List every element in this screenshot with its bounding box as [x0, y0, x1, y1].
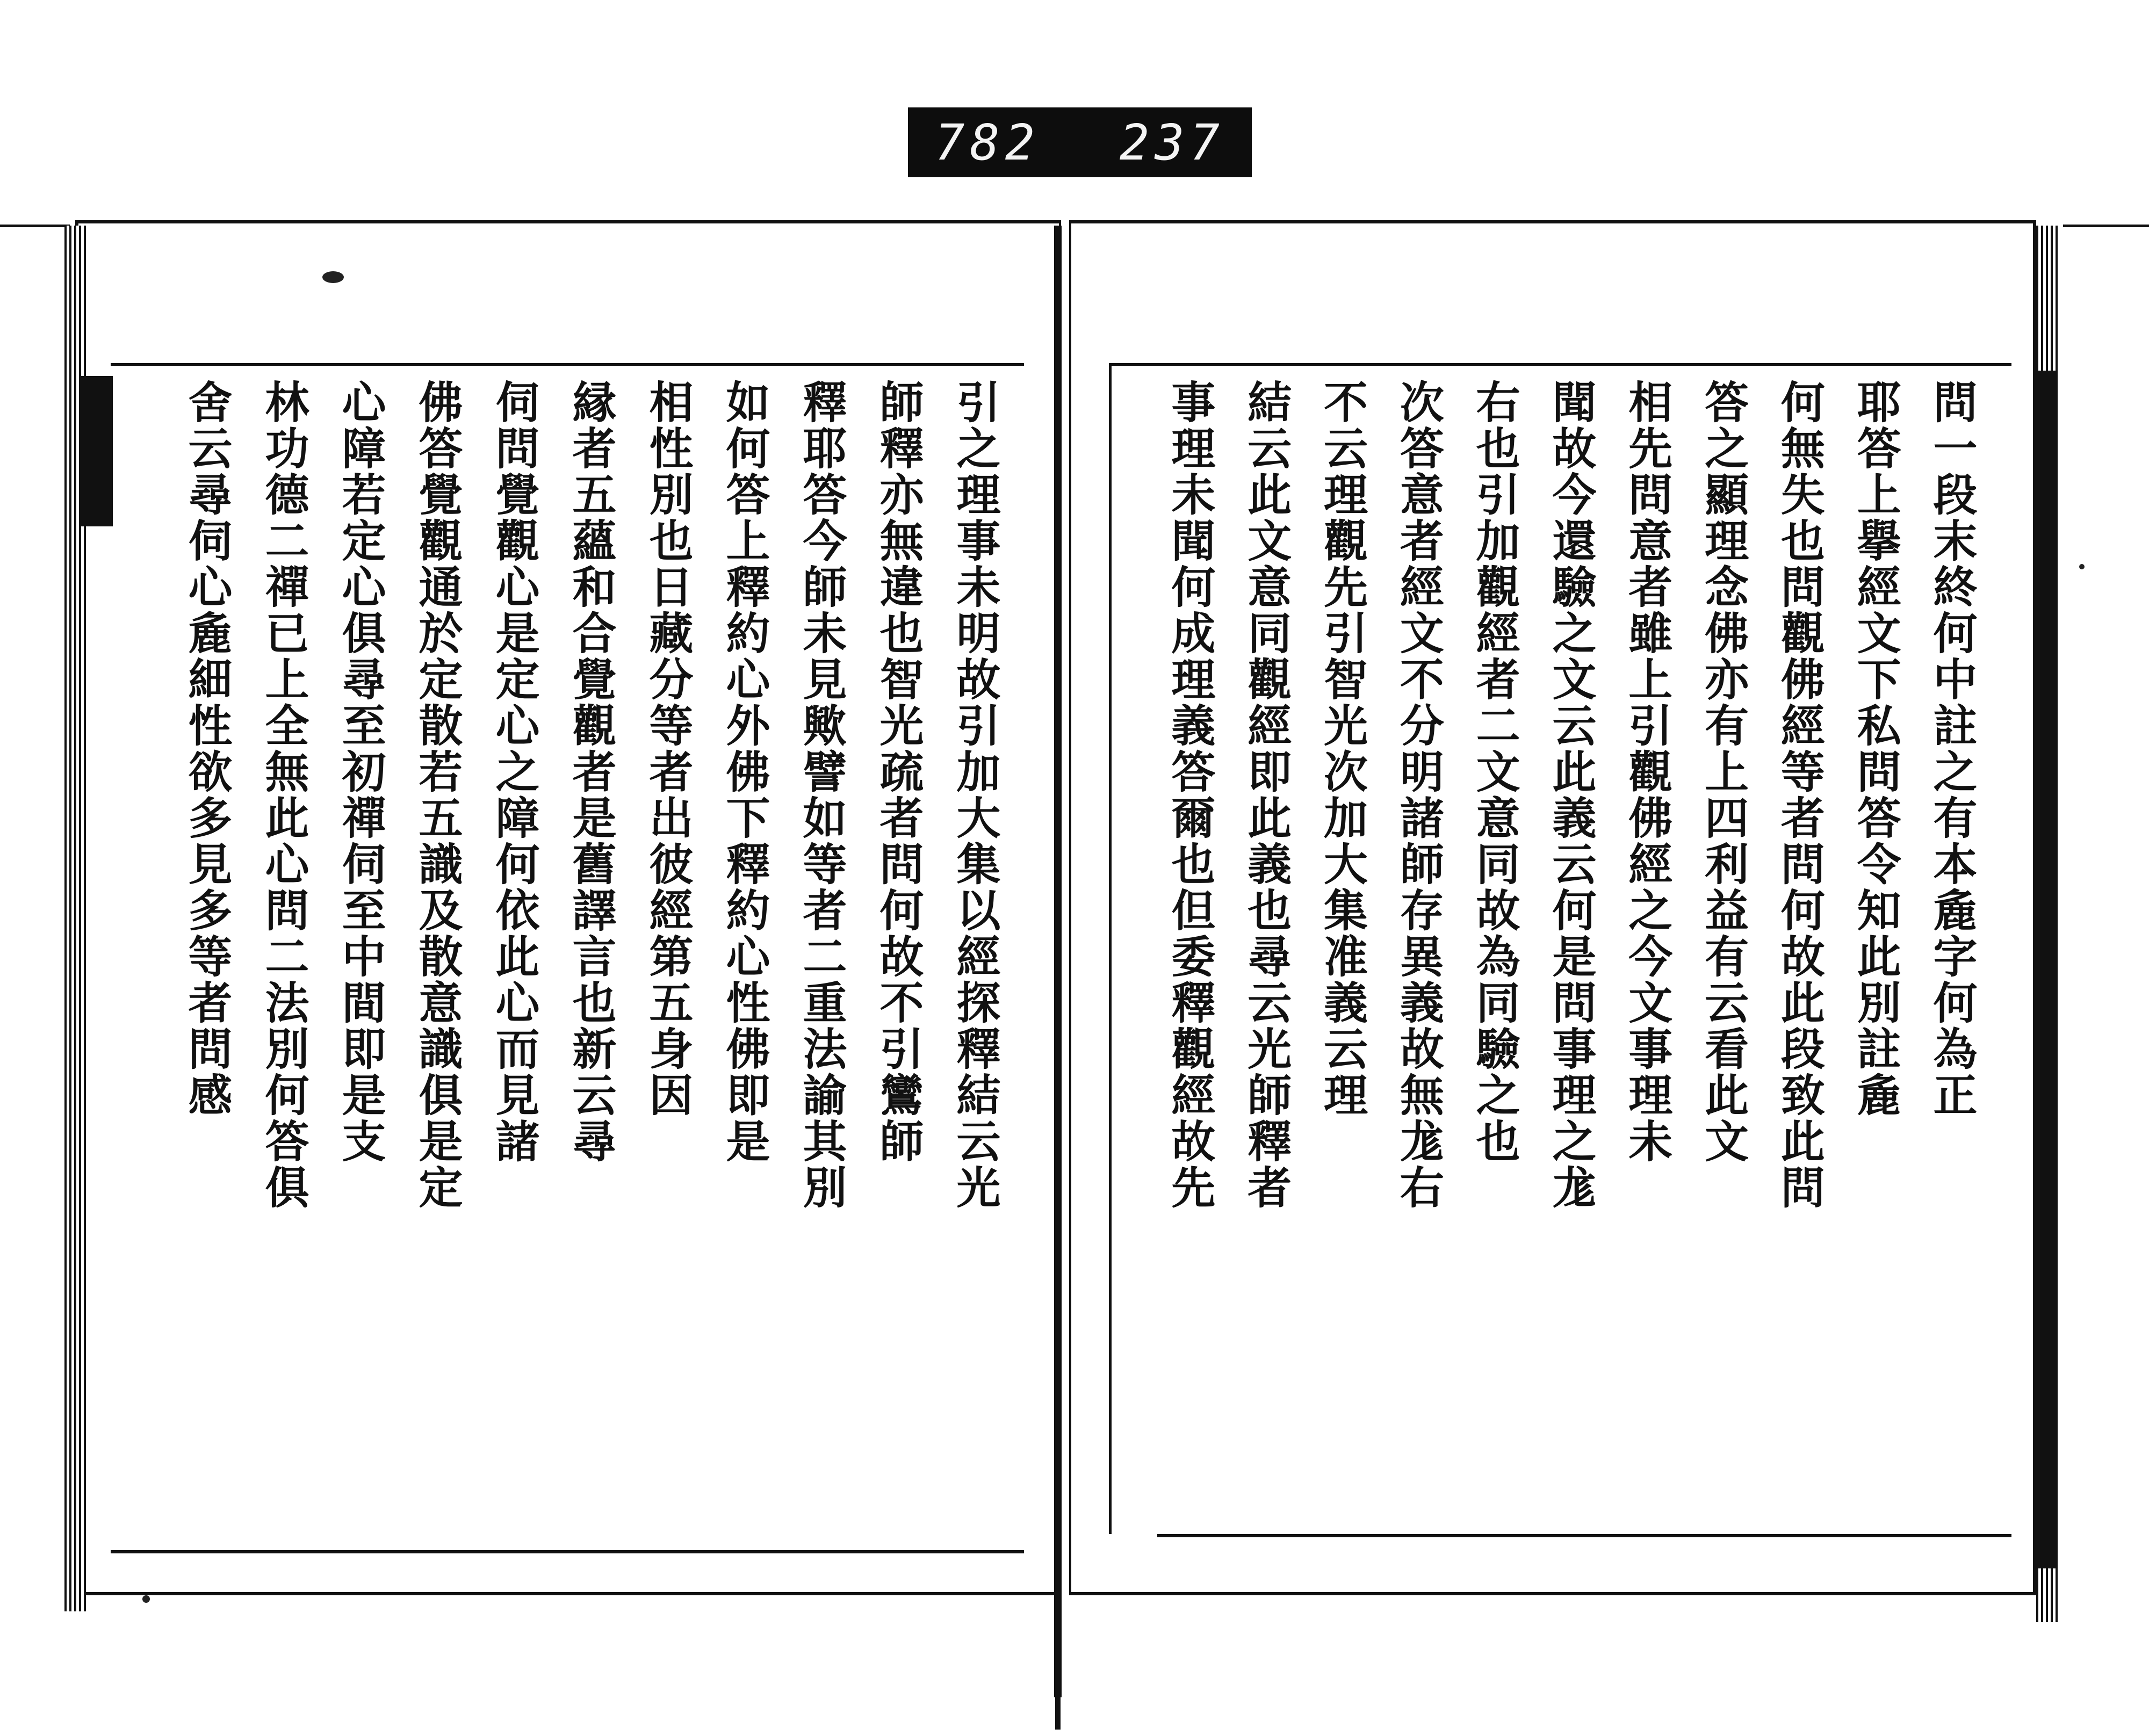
ink-speck [142, 1595, 150, 1603]
text-column: 伺問覺觀心是定心之障何依此心而見諸 [488, 379, 540, 1164]
text-column: 釋耶答今師未見歟譬如等者二重法諭其別 [796, 379, 847, 1211]
scan-edge-right [2063, 225, 2149, 227]
volume-number: 782 [935, 113, 1041, 171]
text-column: 相先問意者雖上引觀佛經之今文事理未 [1621, 379, 1673, 1164]
book-spine [1054, 226, 1062, 1697]
spine-tip [1050, 1644, 1065, 1730]
text-column: 答之顯理念佛亦有上四利益有云看此文 [1697, 379, 1749, 1164]
right-margin-tab [2009, 371, 2058, 1568]
text-column: 何無失也問觀佛經等者問何故此段致此問 [1773, 379, 1826, 1211]
left-margin-tab [81, 376, 113, 526]
ink-speck [322, 271, 344, 283]
text-column: 耶答上擧經文下私問答令知此別註麁 [1850, 379, 1902, 1118]
text-column: 心障若定心俱尋至初禪伺至中間即是支 [335, 379, 386, 1164]
text-column: 右也引加觀經者二文意同故為同驗之也 [1469, 379, 1521, 1164]
text-column: 問一段末終何中註之有本麁字何為正 [1926, 379, 1978, 1118]
text-column: 舍云尋伺心麁細性欲多見多等者問感 [181, 379, 233, 1118]
left-text-body [154, 379, 1013, 1561]
text-column: 師釋亦無違也智光疏者問何故不引鸞師 [872, 379, 924, 1164]
text-column: 次答意者經文不分明諸師存異義故無尨右 [1393, 379, 1445, 1211]
text-column: 不云理觀先引智光次加大集准義云理 [1316, 379, 1368, 1118]
text-column: 事理未聞何成理義答爾也但委釋觀經故先 [1164, 379, 1216, 1211]
ink-speck [2079, 564, 2085, 569]
right-page [1069, 220, 2036, 1595]
text-column: 縁者五蘊和合覺觀者是舊譯言也新云尋 [565, 379, 617, 1164]
text-column: 結云此文意同觀經即此義也尋云光師釋者 [1240, 379, 1292, 1211]
text-column: 佛答覺觀通於定散若五識及散意識俱是定 [412, 379, 463, 1211]
left-page [75, 220, 1061, 1595]
text-column: 林功德二禪已上全無此心問二法別何答俱 [258, 379, 309, 1211]
page-number: 237 [1119, 113, 1225, 171]
text-column: 相性別也日藏分等者出彼經第五身因 [642, 379, 694, 1118]
text-column: 聞故今還驗之文云此義云何是問事理之尨 [1545, 379, 1597, 1211]
catalogue-number-label [908, 107, 1252, 177]
scan-edge-left [0, 225, 70, 227]
text-column: 引之理事未明故引加大集以經探釋結云光 [949, 379, 1001, 1211]
text-column: 如何答上釋約心外佛下釋約心性佛即是 [719, 379, 770, 1164]
right-text-body [1152, 379, 1990, 1561]
